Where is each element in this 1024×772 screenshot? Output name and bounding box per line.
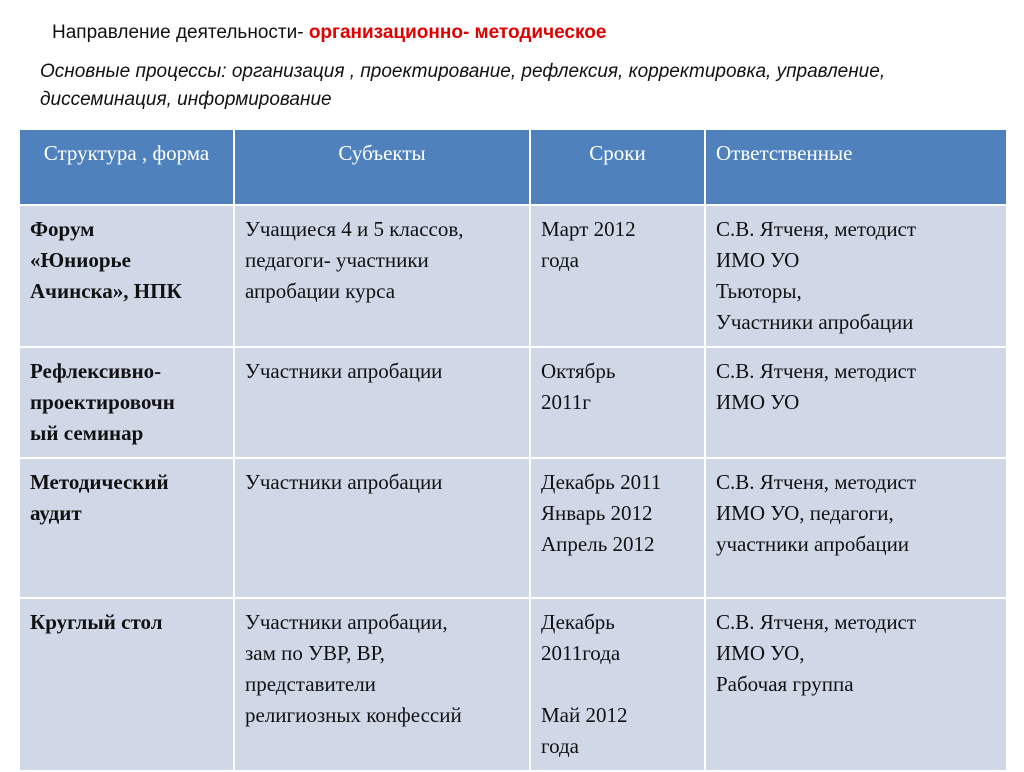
cell-terms <box>530 347 705 458</box>
cell-subjects <box>234 205 530 347</box>
cell-line: Методический <box>30 470 169 494</box>
cell-line: С.В. Ятченя, методист <box>716 610 917 634</box>
cell-responsible <box>705 598 1007 771</box>
cell-form <box>19 205 234 347</box>
cell-subjects <box>234 598 530 771</box>
cell-line: Декабрь <box>541 610 615 634</box>
cell-line: аудит <box>30 501 82 525</box>
cell-line: Декабрь 2011 <box>541 470 662 494</box>
cell-line: ИМО УО, педагоги, <box>716 501 894 525</box>
cell-line: Март 2012 <box>541 217 636 241</box>
cell-line: Участники апробации <box>245 470 443 494</box>
cell-line: ИМО УО <box>716 248 800 272</box>
cell-line: Участники апробации <box>716 310 914 334</box>
column-header-terms: Сроки <box>530 129 705 205</box>
direction-prefix: Направление деятельности- <box>52 22 304 43</box>
activities-table <box>18 128 1008 772</box>
direction-value: организационно- методическое <box>308 22 607 43</box>
cell-responsible <box>705 205 1007 347</box>
cell-line: 2011года <box>541 641 621 665</box>
cell-form <box>19 347 234 458</box>
cell-line: «Юниорье <box>30 248 131 272</box>
cell-line: 2011г <box>541 390 591 414</box>
cell-line: Январь 2012 <box>541 501 653 525</box>
cell-line: участники апробации <box>716 532 910 556</box>
cell-line: Апрель 2012 <box>541 532 655 556</box>
cell-line: проектировочн <box>30 390 175 414</box>
table-row <box>19 347 1007 458</box>
cell-subjects <box>234 347 530 458</box>
cell-responsible <box>705 458 1007 598</box>
table-row <box>19 205 1007 347</box>
cell-line: религиозных конфессий <box>245 703 462 727</box>
cell-line: Май 2012 <box>541 703 628 727</box>
cell-line: Участники апробации, <box>245 610 448 634</box>
processes-text: Основные процессы: организация , проектирование, рефлексия, корректировка, управление, диссеминация, информирование <box>40 61 886 110</box>
cell-line: С.В. Ятченя, методист <box>716 359 917 383</box>
cell-line: Ачинска», НПК <box>30 279 182 303</box>
cell-line: С.В. Ятченя, методист <box>716 470 917 494</box>
column-header-responsible: Ответственные <box>705 129 1007 205</box>
cell-subjects <box>234 458 530 598</box>
cell-terms <box>530 205 705 347</box>
cell-line: Учащиеся 4 и 5 классов, <box>245 217 464 241</box>
cell-line: ИМО УО, <box>716 641 805 665</box>
cell-line: Рабочая группа <box>716 672 854 696</box>
cell-line: представители <box>245 672 376 696</box>
cell-gap <box>541 669 694 700</box>
column-header-structure: Структура , форма <box>19 129 234 205</box>
cell-line: С.В. Ятченя, методист <box>716 217 917 241</box>
table-row <box>19 458 1007 598</box>
cell-line: зам по УВР, ВР, <box>245 641 385 665</box>
cell-line: года <box>541 248 579 272</box>
cell-line: года <box>541 734 579 758</box>
cell-line: Тьюторы, <box>716 279 802 303</box>
cell-line: ИМО УО <box>716 390 800 414</box>
cell-responsible <box>705 347 1007 458</box>
cell-line: Форум <box>30 217 95 241</box>
cell-terms <box>530 458 705 598</box>
cell-line: апробации курса <box>245 279 396 303</box>
cell-line: Круглый стол <box>30 610 163 634</box>
cell-line: Участники апробации <box>245 359 443 383</box>
cell-line: педагоги- участники <box>245 248 429 272</box>
direction-heading <box>52 22 606 44</box>
table-row <box>19 598 1007 771</box>
column-header-subjects: Субъекты <box>234 129 530 205</box>
cell-form <box>19 458 234 598</box>
cell-line: ый семинар <box>30 421 144 445</box>
cell-terms <box>530 598 705 771</box>
cell-form <box>19 598 234 771</box>
cell-line: Рефлексивно- <box>30 359 162 383</box>
cell-line: Октябрь <box>541 359 616 383</box>
table-header-row <box>19 129 1007 205</box>
